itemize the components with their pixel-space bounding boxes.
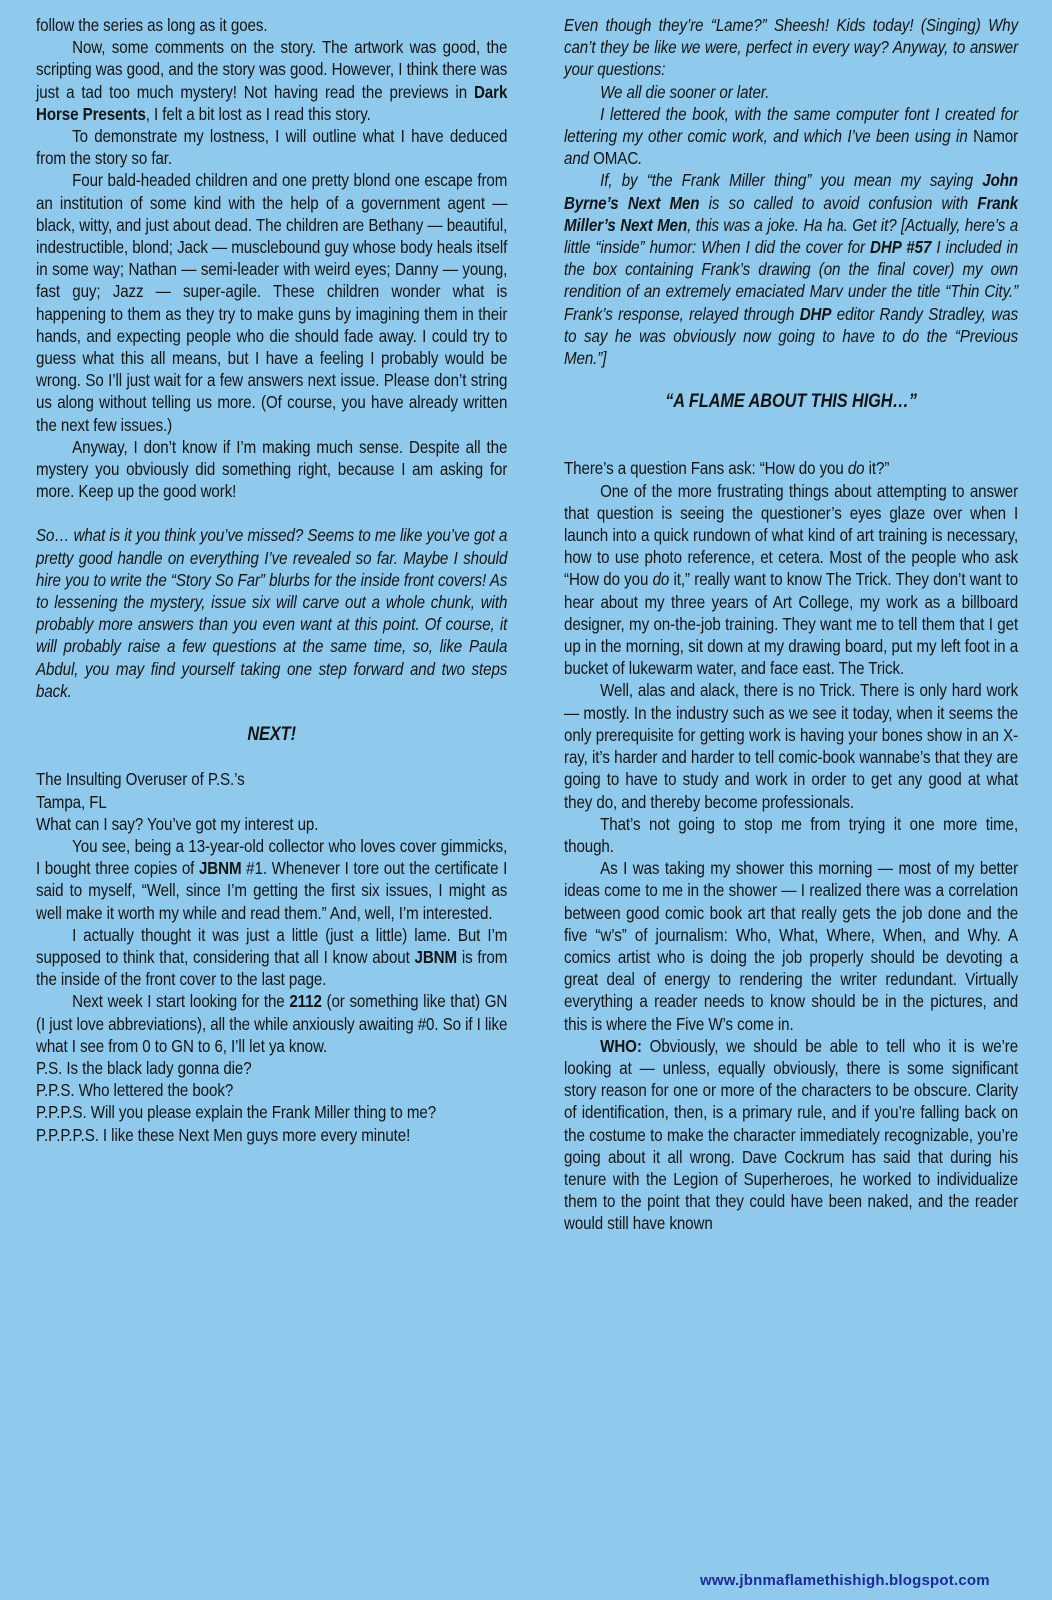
text-span: and	[564, 148, 594, 169]
column-text: That’s not going to stop me from trying it one more time, though.	[564, 813, 1019, 856]
text-span: editor Randy Stradley, was to say he was obviously now going to have to do the “Previous Men.”]	[564, 303, 1019, 369]
letter-text: What can I say? You’ve got my interest up.	[36, 813, 319, 834]
title-ref: JBNM	[198, 858, 242, 879]
title-ref: Frank Miller’s Next Men	[564, 192, 1019, 235]
editor-reply	[564, 169, 1018, 369]
text-span: I included in the box containing Frank’s drawing (on the final cover) my own rendition of an extremely emaciated Marv under the title “Thin City.” Frank’s response, relayed through	[564, 237, 1019, 324]
text-span: Obviously, we should be able to tell who it is we’re looking at — unless, equally obviously, there is some significant story reason for one or more of the characters to be obscure. Clarity of identification, then, is a primary rule, and if you’re falling back on the costume to make the character immediately recognizable, you’re going about it all wrong. Dave Cockrum has said that during his tenure with the Legion of Superheroes, he worked to individualize them to the point that they could have been naked, and the reader would still have known	[564, 1035, 1019, 1234]
column-text: Well, alas and alack, there is no Trick. There is only hard work — mostly. In the industry such as we see it today, when it seems the only prerequisite for getting work is having your bones show in an X-ray, it’s harder and harder to tell comic-book wannabe’s that they are going to have to study and work in order to get any good at what they do, and thereby become professionals.	[564, 680, 1019, 812]
column-heading: “A FLAME ABOUT THIS HIGH…”	[665, 391, 917, 413]
postscript: P.P.S. Who lettered the book?	[36, 1080, 234, 1101]
column-text	[564, 1035, 1018, 1235]
text-span: I lettered the book, with the same computer font I created for lettering my other comic work, and which I’ve been using in	[564, 103, 1019, 147]
emphasis: do	[652, 569, 670, 590]
text-span: I actually thought it was just a little (just a little) lame. But I’m supposed to think that, considering that all I know about	[36, 924, 508, 967]
text-span: #1. Whenever I tore out the certificate I said to myself, “Well, since I’m getting the first six issues, I might as well make it worth my while and read them.” And, well, I’m interested.	[36, 858, 508, 923]
editor-reply	[564, 103, 1018, 170]
letter-text	[36, 36, 507, 125]
column-text	[564, 480, 1018, 680]
text-span: is so called to avoid confusion with	[699, 192, 978, 213]
letter-text	[36, 924, 507, 991]
section-heading: NEXT!	[247, 724, 296, 746]
title-ref: DHP #57	[870, 237, 932, 258]
title-ref: Dark Horse Presents	[36, 81, 508, 124]
text-span: Next week I start looking for the	[72, 991, 290, 1012]
text-span: You see, being a 13-year-old collector who loves cover gimmicks, I bought three copies of	[36, 835, 508, 879]
text-span: is from the inside of the front cover to the last page.	[36, 946, 508, 990]
letter-text	[36, 990, 507, 1057]
editor-reply: We all die sooner or later.	[600, 81, 770, 102]
letter-text	[36, 835, 507, 924]
text-span: (or something like that) GN (I just love abbreviations), all the while anxiously awaiting #0. So if I like what I see from 0 to GN to 6, I’ll let ya know.	[36, 991, 508, 1056]
letter-text: Four bald-headed children and one pretty blond one escape from an institution of some kind with the help of a government agent — black, witty, and just about dead. The children are Bethany — beautiful, indestructible, blond; Jack — musclebound guy whose body heals itself in some way; Nathan — semi-leader with weird eyes; Danny — young, fast guy; Jazz — super-agile. These children wonder what is happening to them as they try to make guns by imagining them in their hands, and expecting people who die should fade away. I could try to guess what this all means, but I have a feeling I probably would be wrong. So I’ll just wait for a few answers next issue. Please don’t string us along without telling us more. (Of course, you have already written the next few issues.)	[36, 170, 508, 435]
title-ref: DHP	[799, 303, 832, 324]
text-span: , this was a joke. Ha ha. Get it? [Actually, here’s a little “inside” humor: When I did the cover for	[564, 214, 1019, 258]
postscript: P.S. Is the black lady gonna die?	[36, 1057, 252, 1078]
spacer	[36, 502, 507, 524]
column-text	[564, 457, 1018, 479]
letter-text: Anyway, I don’t know if I’m making much sense. Despite all the mystery you obviously did something right, because I am asking for more. Keep up the good work!	[36, 436, 508, 502]
title-ref: OMAC	[593, 148, 639, 169]
emphasis: do	[847, 458, 865, 479]
editor-reply: So… what is it you think you’ve missed? Seems to me like you’ve got a pretty good handle on everything I’ve revealed so far. Maybe I should hire you to write the “Story So Far” blurbs for the inside front covers! As to lessening the mystery, issue six will carve out a whole chunk, with probably more answers than you even want at this point. Of course, it will probably raise a few questions at the same time, so, like Paula Abdul, you may find yourself taking one step forward and two steps back.	[36, 525, 508, 701]
letter-text: To demonstrate my lostness, I will outline what I have deduced from the story so far.	[36, 126, 508, 169]
text-span: .	[638, 148, 643, 169]
postscript: P.P.P.S. Will you please explain the Frank Miller thing to me?	[36, 1102, 437, 1123]
title-ref: 2112	[289, 991, 322, 1012]
text-span: it?”	[864, 458, 890, 479]
left-column	[36, 14, 507, 1146]
spacer	[564, 413, 1018, 457]
column-text: As I was taking my shower this morning — most of my better ideas come to me in the shower — I realized there was a correlation between good comic book art that really gets the job done and the five “w’s” of journalism: Who, What, Where, When, and Why. A comics artist who is doing the job properly should be devoting a great deal of energy to rendering the writer redundant. Virtually everything a reader needs to know should be in the pictures, and this is where the Five W’s come in.	[564, 858, 1019, 1034]
text-span: Now, some comments on the story. The artwork was good, the scripting was good, and the story was good. However, I think there was just a tad too much mystery! Not having read the previews in	[36, 37, 508, 102]
text-span: There’s a question Fans ask: “How do you	[564, 458, 848, 479]
text-span: it,” really want to know The Trick. They don’t want to hear about my three years of Art College, my work as a billboard designer, my on-the-job training. They want me to tell them that I get up in the morning, sit down at my drawing board, put my left foot in a bucket of lukewarm water, and face east. The Trick.	[564, 569, 1019, 679]
text-span: One of the more frustrating things about attempting to answer that question is seeing the questioner’s eyes glaze over when I launch into a quick rundown of what kind of art training is necessary, how to use photo reference, et cetera. Most of the people who ask “How do you	[564, 480, 1019, 590]
letter-signoff-name: The Insulting Overuser of P.S.’s	[36, 769, 245, 790]
blog-url-watermark: www.jbnmaflamethishigh.blogspot.com	[700, 1572, 990, 1589]
spacer	[564, 369, 1018, 391]
text-span: If, by “the Frank Miller thing” you mean my saying	[600, 170, 983, 191]
spacer	[36, 702, 507, 724]
section-label: WHO:	[600, 1035, 642, 1056]
title-ref: Namor	[973, 126, 1019, 147]
letter-signoff-place: Tampa, FL	[36, 791, 107, 812]
text-span: , I felt a bit lost as I read this story.	[145, 103, 371, 124]
title-ref: JBNM	[414, 946, 458, 967]
title-ref: John Byrne’s Next Men	[564, 170, 1019, 213]
editor-reply: Even though they’re “Lame?” Sheesh! Kids today! (Singing) Why can’t they be like we were, perfect in every way? Anyway, to answer your questions:	[564, 15, 1019, 80]
right-column	[564, 14, 1018, 1235]
spacer	[36, 746, 507, 768]
postscript: P.P.P.P.S. I like these Next Men guys more every minute!	[36, 1124, 411, 1145]
letter-text: follow the series as long as it goes.	[36, 15, 268, 35]
